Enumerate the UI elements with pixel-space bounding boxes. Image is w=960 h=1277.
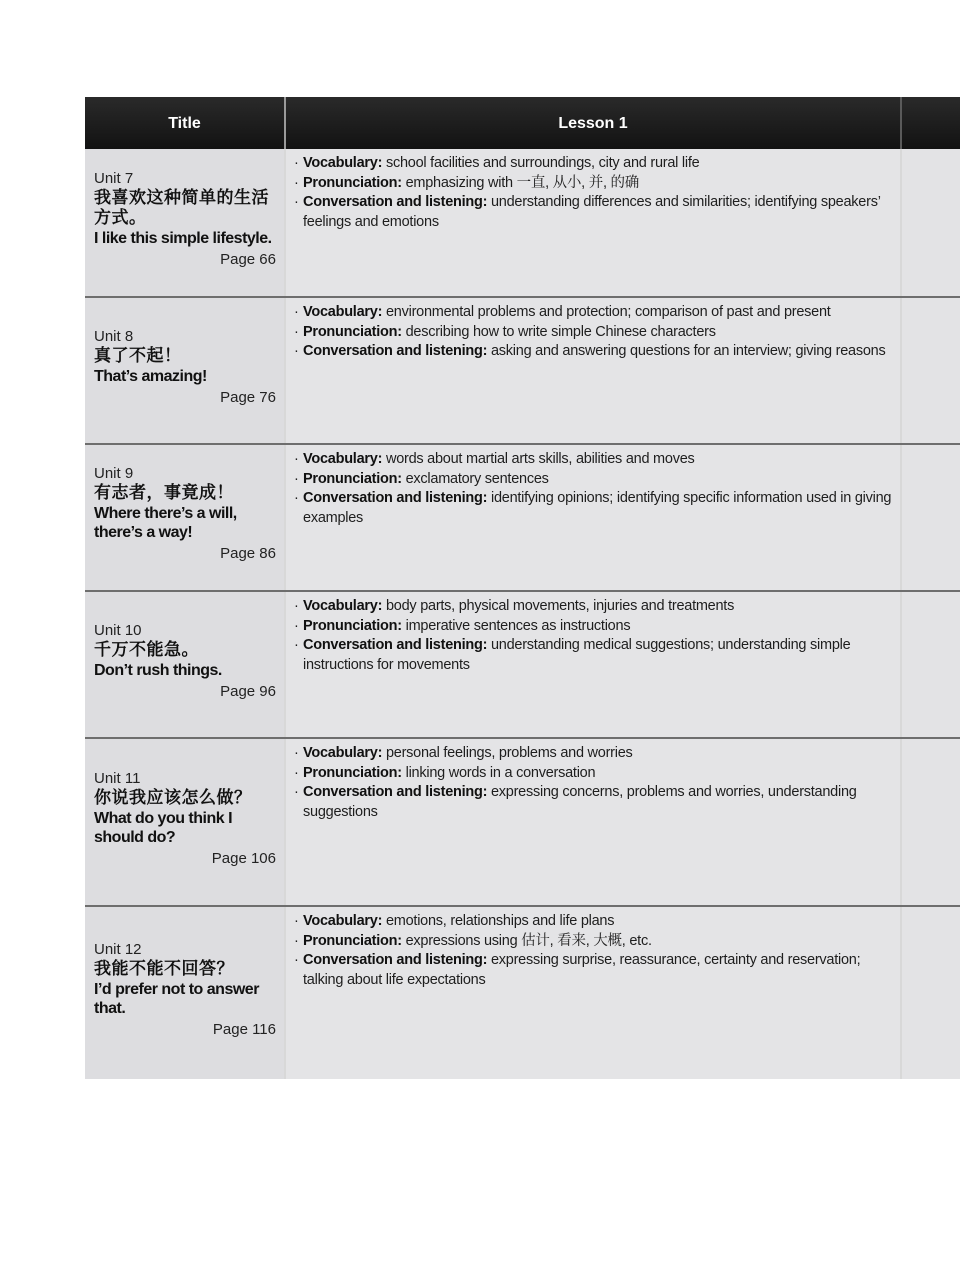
unit-page-number: Page 106 [211,849,276,867]
unit-title-chinese: 我喜欢这种简单的生活方式。 [94,187,269,227]
lesson-list [294,303,894,362]
table-row [85,443,960,590]
extra-cell [900,592,960,737]
extra-cell [900,739,960,905]
item-label: Pronunciation: [303,470,402,487]
list-item: · Pronunciation: expressions using 估计, 看来, 大概, etc. [294,932,652,949]
list-item: · Pronunciation: emphasizing with 一直, 从小, 并, 的确 [294,174,640,191]
list-item: · Pronunciation: imperative sentences as instructions [294,617,631,634]
item-text: expressing concerns, problems and worries, understanding suggestions [303,784,857,820]
item-text: expressing surprise, reassurance, certainty and reservation; talking about life expectations [303,952,861,988]
item-text: personal feelings, problems and worries [385,745,633,761]
extra-cell [900,445,960,590]
lesson-list [294,450,894,528]
unit-title-chinese: 真了不起！ [94,345,182,365]
unit-page-number: Page 86 [220,545,276,562]
unit-title-english: I like this simple lifestyle. [94,229,272,247]
item-text: understanding medical suggestions; understanding simple instructions for movements [303,637,851,673]
item-label: Vocabulary: [303,598,383,614]
list-item: · Conversation and listening: asking and answering questions for an interview; giving reasons [294,343,886,359]
item-text: understanding differences and similarities; identifying speakers’ feelings and emotions [303,194,881,230]
lesson-cell [284,149,900,296]
list-item: · Vocabulary: environmental problems and protection; comparison of past and present [294,304,831,320]
lesson-list [294,597,894,675]
lesson-cell [284,445,900,590]
lesson-cell [284,298,900,443]
header-title-column: Title [168,115,201,132]
lesson-cell [284,592,900,737]
extra-cell [900,298,960,443]
unit-title-cell [85,907,284,1079]
item-text: emphasizing with 一直, 从小, 并, 的确 [405,174,640,191]
lesson-list [294,912,894,990]
header-extra-column [900,97,960,149]
item-label: Vocabulary: [303,304,383,320]
table-row [85,149,960,296]
unit-title-english: That’s amazing! [94,367,207,385]
item-label: Vocabulary: [303,913,383,929]
lesson-list [294,744,894,822]
unit-page-number: Page 66 [220,250,276,268]
item-label: Pronunciation: [303,323,402,340]
item-label: Conversation and listening: [303,343,488,359]
item-text: exclamatory sentences [405,470,549,487]
item-label: Conversation and listening: [303,784,488,800]
item-text: words about martial arts skills, abilities and moves [385,451,695,467]
list-item: · Pronunciation: linking words in a conversation [294,764,596,781]
item-label: Pronunciation: [303,764,402,781]
item-text: describing how to write simple Chinese characters [405,323,716,340]
unit-title-english: Where there’s a will, there’s a way! [94,505,237,541]
unit-page-number: Page 116 [212,1020,276,1038]
item-label: Conversation and listening: [303,490,488,506]
header-lesson-column: Lesson 1 [284,97,900,149]
unit-title-chinese: 有志者，事竟成！ [94,483,234,502]
item-text: school facilities and surroundings, city and rural life [385,155,700,171]
table-row [85,905,960,1079]
lesson-list [294,154,894,232]
unit-title-chinese: 千万不能急。 [94,639,199,659]
table-row [85,296,960,443]
item-text: asking and answering questions for an interview; giving reasons [490,343,886,359]
unit-title-cell [85,592,284,737]
extra-cell [900,907,960,1079]
unit-title-english: What do you think I should do? [94,809,233,846]
unit-title-english: Don’t rush things. [94,661,222,679]
unit-number: Unit 8 [94,327,134,345]
list-item: · Pronunciation: describing how to write simple Chinese characters [294,323,716,340]
table-of-contents [85,97,960,1079]
item-label: Pronunciation: [303,617,402,634]
unit-title-cell [85,298,284,443]
unit-number: Unit 11 [94,769,141,787]
unit-title-cell [85,149,284,296]
table-row [85,590,960,737]
item-text: identifying opinions; identifying specific information used in giving examples [303,490,892,526]
extra-cell [900,149,960,296]
item-text: emotions, relationships and life plans [385,913,615,929]
table-body [85,149,960,1079]
table-header [85,97,960,149]
unit-title-chinese: 我能不能不回答？ [94,958,234,978]
list-item: · Conversation and listening: expressing surprise, reassurance, certainty and reservation; talking about life expectations [294,952,861,988]
item-label: Conversation and listening: [303,637,488,653]
item-label: Pronunciation: [303,174,402,191]
item-text: expressions using 估计, 看来, 大概, etc. [405,932,652,949]
item-text: imperative sentences as instructions [405,617,631,634]
list-item: · Conversation and listening: identifying opinions; identifying specific information used in giving examples [294,490,892,526]
unit-number: Unit 10 [94,621,142,639]
item-label: Vocabulary: [303,155,383,171]
list-item: · Pronunciation: exclamatory sentences [294,470,549,487]
unit-title-cell [85,445,284,590]
unit-page-number: Page 96 [220,682,276,700]
item-label: Pronunciation: [303,932,402,949]
item-text: environmental problems and protection; comparison of past and present [385,304,831,320]
list-item: · Conversation and listening: understanding medical suggestions; understanding simple instructions for movements [294,637,851,673]
item-label: Vocabulary: [303,451,383,467]
item-label: Conversation and listening: [303,952,488,968]
item-text: body parts, physical movements, injuries and treatments [385,598,735,614]
unit-title-english: I’d prefer not to answer that. [94,980,259,1017]
unit-number: Unit 12 [94,940,142,958]
list-item: · Vocabulary: words about martial arts skills, abilities and moves [294,451,695,467]
unit-page-number: Page 76 [220,388,276,406]
item-text: linking words in a conversation [405,764,596,781]
item-label: Conversation and listening: [303,194,488,210]
unit-number: Unit 7 [94,169,134,187]
lesson-cell [284,907,900,1079]
list-item: · Vocabulary: body parts, physical movements, injuries and treatments [294,598,735,614]
table-row [85,737,960,905]
list-item: · Vocabulary: personal feelings, problems and worries [294,745,633,761]
list-item: · Conversation and listening: understanding differences and similarities; identifying speakers’ feelings and emotions [294,194,881,230]
lesson-cell [284,739,900,905]
unit-title-chinese: 你说我应该怎么做？ [94,787,252,807]
list-item: · Conversation and listening: expressing concerns, problems and worries, understanding suggestions [294,784,857,820]
list-item: · Vocabulary: school facilities and surroundings, city and rural life [294,155,700,171]
unit-title-cell [85,739,284,905]
unit-number: Unit 9 [94,465,134,482]
item-label: Vocabulary: [303,745,383,761]
list-item: · Vocabulary: emotions, relationships and life plans [294,913,615,929]
